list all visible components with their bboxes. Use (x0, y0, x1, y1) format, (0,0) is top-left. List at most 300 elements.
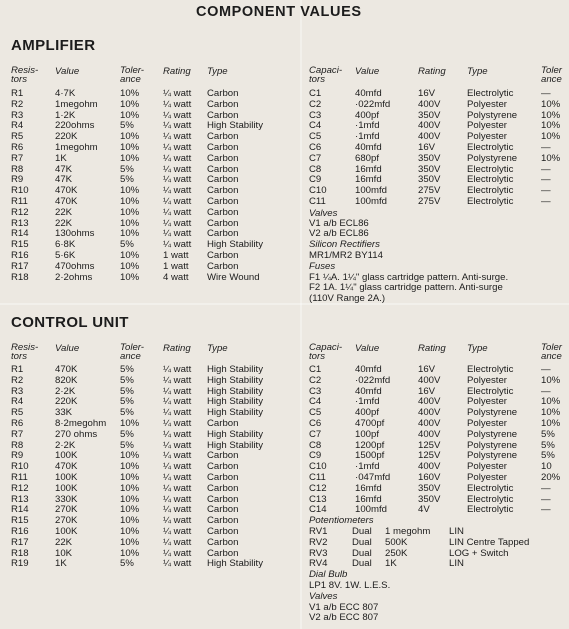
capacitor-cell: — (541, 482, 551, 494)
capacitor-cell: 400V (418, 418, 441, 429)
capacitor-cell: Polyester (467, 131, 507, 143)
resistor-cell: 5% (120, 407, 134, 419)
resistor-cell: 10% (120, 504, 140, 516)
resistor-cell: R4 (11, 396, 24, 408)
capacitor-header: Type (467, 343, 488, 354)
capacitor-cell: ·1mfd (355, 461, 380, 473)
resistor-cell: ¼ watt (163, 364, 192, 375)
resistor-cell: 470ohms (55, 260, 95, 272)
capacitor-cell: 680pf (355, 152, 380, 164)
capacitor-cell: C1 (309, 364, 322, 375)
capacitor-cell: ·1mfd (355, 396, 380, 408)
capacitor-cell: — (541, 385, 551, 397)
resistor-cell: R13 (11, 493, 29, 505)
capacitor-header: Type (467, 66, 488, 77)
capacitor-cell: 40mfd (355, 142, 382, 153)
resistor-cell: ¼ watt (163, 439, 192, 451)
resistor-cell: 5% (120, 239, 134, 251)
resistor-cell: 5% (120, 396, 134, 408)
capacitor-cell: C7 (309, 152, 322, 164)
resistor-cell: R1 (11, 88, 24, 99)
control-valve-entry: V2 a/b ECC 807 (309, 612, 379, 624)
resistor-cell: 470K (55, 185, 78, 197)
resistor-cell: R12 (11, 482, 29, 494)
resistor-cell: R8 (11, 439, 24, 451)
capacitor-cell: 16mfd (355, 163, 382, 175)
resistor-header: Rating (163, 66, 191, 77)
capacitor-cell: 40mfd (355, 364, 382, 375)
resistor-header: Rating (163, 343, 191, 354)
resistor-cell: Carbon (207, 450, 239, 462)
capacitor-cell: 16V (418, 142, 436, 153)
capacitor-cell: C12 (309, 482, 327, 494)
capacitor-cell: Electrolytic (467, 364, 514, 375)
resistor-cell: 22K (55, 217, 73, 229)
resistor-cell: 10% (120, 131, 140, 143)
resistor-cell: R4 (11, 120, 24, 132)
resistor-cell: 1 watt (163, 250, 189, 261)
capacitor-header: Toler ance (541, 342, 562, 362)
resistor-cell: 10% (120, 493, 140, 505)
resistor-cell: 10% (120, 185, 140, 197)
resistor-header: Toler- ance (120, 342, 144, 362)
resistor-cell: R3 (11, 109, 24, 121)
resistor-cell: Carbon (207, 504, 239, 516)
capacitor-cell: Electrolytic (467, 163, 514, 175)
resistor-cell: 10% (120, 228, 140, 240)
potentiometer-cell: Dual (352, 558, 372, 570)
resistor-header: Resis- tors (11, 342, 39, 362)
resistor-cell: ¼ watt (163, 418, 192, 429)
resistor-cell: 1K (55, 558, 67, 570)
capacitor-cell: 350V (418, 109, 441, 121)
resistor-cell: 10% (120, 461, 140, 473)
resistor-cell: ¼ watt (163, 536, 192, 548)
resistor-cell: Carbon (207, 109, 239, 121)
resistor-cell: Carbon (207, 418, 239, 429)
resistor-cell: R11 (11, 472, 28, 483)
capacitor-cell: C5 (309, 407, 322, 419)
capacitor-cell: C5 (309, 131, 322, 143)
resistor-cell: R16 (11, 250, 29, 261)
resistor-cell: Carbon (207, 228, 239, 240)
capacitor-cell: 20% (541, 472, 561, 483)
resistor-cell: 470K (55, 196, 78, 207)
resistor-cell: 5% (120, 174, 134, 186)
capacitor-cell: 5% (541, 428, 555, 440)
capacitor-cell: Electrolytic (467, 385, 514, 397)
resistor-cell: R9 (11, 450, 24, 462)
capacitor-cell: — (541, 142, 551, 153)
capacitor-cell: ·1mfd (355, 120, 380, 132)
capacitor-cell: C11 (309, 196, 326, 207)
amplifier-heading: AMPLIFIER (11, 37, 96, 54)
resistor-cell: ¼ watt (163, 461, 192, 473)
capacitor-cell: C6 (309, 142, 322, 153)
resistor-cell: Carbon (207, 482, 239, 494)
resistor-header: Resis- tors (11, 65, 39, 85)
resistor-cell: R5 (11, 131, 24, 143)
capacitor-cell: C4 (309, 396, 322, 408)
resistor-cell: 2·2K (55, 439, 76, 451)
capacitor-cell: C2 (309, 98, 322, 110)
resistor-cell: 1megohm (55, 98, 98, 110)
resistor-cell: 10% (120, 152, 140, 164)
capacitor-cell: 400V (418, 131, 441, 143)
capacitor-header: Value (355, 66, 380, 77)
resistor-cell: 10% (120, 142, 140, 153)
resistor-cell: 2·2ohms (55, 271, 93, 283)
resistor-cell: 10% (120, 536, 140, 548)
capacitor-cell: Electrolytic (467, 142, 514, 153)
resistor-cell: ¼ watt (163, 504, 192, 516)
resistor-cell: R6 (11, 418, 24, 429)
resistor-cell: 10% (120, 196, 140, 207)
resistor-cell: ¼ watt (163, 374, 192, 386)
resistor-cell: Carbon (207, 260, 239, 272)
control-unit-heading: CONTROL UNIT (11, 314, 129, 331)
resistor-cell: 330K (55, 493, 78, 505)
resistor-cell: ¼ watt (163, 185, 192, 197)
page-title: COMPONENT VALUES (196, 4, 362, 20)
resistor-cell: 10% (120, 260, 140, 272)
resistor-cell: R9 (11, 174, 24, 186)
capacitor-header: Toler ance (541, 65, 562, 85)
resistor-cell: R18 (11, 547, 29, 559)
resistor-cell: 470K (55, 364, 78, 375)
resistor-cell: R1 (11, 364, 24, 375)
resistor-cell: R13 (11, 217, 29, 229)
capacitor-cell: 16V (418, 364, 436, 375)
capacitor-cell: 16mfd (355, 482, 382, 494)
capacitor-cell: — (541, 185, 551, 197)
resistor-cell: ¼ watt (163, 428, 192, 440)
resistor-cell: 8·2megohm (55, 418, 107, 429)
capacitor-cell: Polystyrene (467, 407, 518, 419)
capacitor-cell: C8 (309, 163, 322, 175)
potentiometers-label: Potentiometers (309, 515, 374, 527)
dial-bulb-label: Dial Bulb (309, 569, 348, 581)
capacitor-cell: Polyester (467, 374, 507, 386)
resistor-cell: Carbon (207, 493, 239, 505)
capacitor-cell: 40mfd (355, 385, 382, 397)
capacitor-cell: 100pf (355, 428, 380, 440)
resistor-cell: R15 (11, 515, 29, 527)
resistor-cell: 220ohms (55, 120, 95, 132)
capacitor-cell: 100mfd (355, 196, 387, 207)
resistor-header: Toler- ance (120, 65, 144, 85)
resistor-cell: 5% (120, 439, 134, 451)
capacitor-cell: 10% (541, 120, 561, 132)
capacitor-header: Capaci- tors (309, 65, 343, 85)
capacitor-cell: 4700pf (355, 418, 385, 429)
potentiometer-cell: Dual (352, 526, 372, 537)
resistor-cell: R3 (11, 385, 24, 397)
resistor-cell: R15 (11, 239, 29, 251)
capacitor-cell: — (541, 493, 551, 505)
resistor-cell: ¼ watt (163, 482, 192, 494)
capacitor-cell: ·022mfd (355, 374, 391, 386)
fuse-entry: (110V Range 2A.) (309, 293, 386, 305)
resistor-cell: 4 watt (163, 271, 189, 283)
resistor-cell: 10% (120, 217, 140, 229)
capacitor-cell: 350V (418, 174, 441, 186)
capacitor-cell: 16V (418, 88, 436, 99)
resistor-cell: R17 (11, 536, 29, 548)
capacitor-cell: 400pf (355, 407, 380, 419)
potentiometer-cell: RV4 (309, 558, 328, 570)
resistor-cell: 4·7K (55, 88, 76, 99)
resistor-cell: ¼ watt (163, 515, 192, 527)
resistor-cell: R7 (11, 152, 24, 164)
capacitor-cell: C9 (309, 174, 322, 186)
capacitor-cell: C7 (309, 428, 322, 440)
capacitor-cell: — (541, 504, 551, 516)
capacitor-cell: Polyester (467, 396, 507, 408)
resistor-cell: ¼ watt (163, 174, 192, 186)
capacitor-cell: 100mfd (355, 504, 387, 516)
capacitor-cell: 400V (418, 396, 441, 408)
control-valve-entry: V1 a/b ECC 807 (309, 601, 379, 613)
resistor-cell: ¼ watt (163, 152, 192, 164)
capacitor-cell: C10 (309, 461, 327, 473)
capacitor-cell: 10% (541, 98, 561, 110)
resistor-cell: Carbon (207, 526, 239, 537)
capacitor-cell: 5% (541, 439, 555, 451)
resistor-header: Value (55, 66, 80, 77)
potentiometer-cell: LOG + Switch (449, 547, 509, 559)
resistor-cell: ¼ watt (163, 206, 192, 218)
resistor-cell: ¼ watt (163, 547, 192, 559)
resistor-cell: R2 (11, 374, 24, 386)
capacitor-cell: 400V (418, 461, 441, 473)
resistor-cell: 10% (120, 482, 140, 494)
resistor-cell: 5% (120, 385, 134, 397)
capacitor-cell: Polystyrene (467, 428, 518, 440)
resistor-cell: ¼ watt (163, 88, 192, 99)
resistor-cell: ¼ watt (163, 472, 192, 483)
capacitor-cell: Polystyrene (467, 450, 518, 462)
resistor-cell: Carbon (207, 163, 239, 175)
resistor-cell: 22K (55, 206, 73, 218)
resistor-cell: 220K (55, 131, 78, 143)
capacitor-cell: 10% (541, 109, 561, 121)
capacitor-cell: — (541, 364, 551, 375)
resistor-cell: 100K (55, 526, 78, 537)
resistor-cell: 10% (120, 515, 140, 527)
resistor-cell: 10% (120, 418, 140, 429)
resistor-cell: R11 (11, 196, 28, 207)
fuse-entry: F2 1A. 1¼" glass cartridge pattern. Anti-surge (309, 282, 503, 294)
resistor-cell: 5% (120, 120, 134, 132)
resistor-cell: R5 (11, 407, 24, 419)
resistor-cell: 6·8K (55, 239, 76, 251)
resistor-cell: High Stability (207, 385, 263, 397)
resistor-cell: 10K (55, 547, 73, 559)
capacitor-cell: C10 (309, 185, 327, 197)
resistor-cell: 10% (120, 98, 140, 110)
capacitor-cell: 350V (418, 163, 441, 175)
resistor-cell: 10% (120, 450, 140, 462)
capacitor-cell: 400V (418, 428, 441, 440)
resistor-cell: R8 (11, 163, 24, 175)
resistor-cell: ¼ watt (163, 131, 192, 143)
dial-bulb-entry: LP1 8V. 1W. L.E.S. (309, 580, 391, 591)
capacitor-cell: Electrolytic (467, 482, 514, 494)
resistor-cell: 100K (55, 472, 78, 483)
resistor-cell: High Stability (207, 364, 263, 375)
resistor-cell: Carbon (207, 131, 239, 143)
resistor-cell: 5% (120, 428, 134, 440)
resistor-cell: R2 (11, 98, 24, 110)
control-valves-label: Valves (309, 590, 338, 602)
resistor-cell: R17 (11, 260, 29, 272)
resistor-cell: ¼ watt (163, 163, 192, 175)
capacitor-cell: 16V (418, 385, 436, 397)
resistor-cell: 10% (120, 271, 140, 283)
resistor-cell: Carbon (207, 206, 239, 218)
resistor-cell: High Stability (207, 396, 263, 408)
resistor-cell: R19 (11, 558, 29, 570)
resistor-cell: Carbon (207, 142, 239, 153)
potentiometer-cell: LIN Centre Tapped (449, 536, 530, 548)
resistor-cell: ¼ watt (163, 98, 192, 110)
capacitor-header: Rating (418, 66, 446, 77)
resistor-cell: ¼ watt (163, 196, 192, 207)
resistor-cell: High Stability (207, 239, 263, 251)
resistor-cell: 270K (55, 504, 78, 516)
resistor-cell: High Stability (207, 558, 263, 570)
resistor-cell: High Stability (207, 407, 263, 419)
capacitor-cell: 1500pf (355, 450, 385, 462)
capacitor-cell: Electrolytic (467, 196, 514, 207)
fuses-label: Fuses (309, 260, 336, 272)
capacitor-cell: ·1mfd (355, 131, 380, 143)
resistor-cell: 1K (55, 152, 67, 164)
resistor-cell: 22K (55, 536, 73, 548)
resistor-cell: 10% (120, 206, 140, 218)
capacitor-cell: 10% (541, 396, 561, 408)
resistor-cell: 10% (120, 526, 140, 537)
resistor-cell: High Stability (207, 439, 263, 451)
resistor-cell: R10 (11, 185, 29, 197)
resistor-cell: R6 (11, 142, 24, 153)
capacitor-cell: 40mfd (355, 88, 382, 99)
capacitor-cell: Polyester (467, 418, 507, 429)
resistor-cell: R7 (11, 428, 24, 440)
resistor-cell: Carbon (207, 98, 239, 110)
resistor-cell: 5% (120, 364, 134, 375)
resistor-cell: Carbon (207, 461, 239, 473)
capacitor-cell: 350V (418, 482, 441, 494)
capacitor-cell: — (541, 88, 551, 99)
potentiometer-cell: RV3 (309, 547, 328, 559)
capacitor-cell: ·047mfd (355, 472, 391, 483)
capacitor-cell: 125V (418, 450, 441, 462)
capacitor-cell: C2 (309, 374, 322, 386)
resistor-cell: ¼ watt (163, 493, 192, 505)
capacitor-cell: C13 (309, 493, 327, 505)
capacitor-cell: Electrolytic (467, 185, 514, 197)
resistor-cell: Carbon (207, 196, 239, 207)
potentiometer-cell: Dual (352, 547, 372, 559)
resistor-cell: 100K (55, 482, 78, 494)
capacitor-header: Rating (418, 343, 446, 354)
potentiometer-cell: 500K (385, 536, 408, 548)
capacitor-cell: 160V (418, 472, 441, 483)
capacitor-cell: 16mfd (355, 174, 382, 186)
resistor-cell: 33K (55, 407, 73, 419)
resistor-cell: R18 (11, 271, 29, 283)
capacitor-cell: Polystyrene (467, 439, 518, 451)
capacitor-cell: 125V (418, 439, 441, 451)
resistor-cell: ¼ watt (163, 526, 192, 537)
resistor-cell: R10 (11, 461, 29, 473)
capacitor-cell: 10% (541, 407, 561, 419)
capacitor-cell: — (541, 163, 551, 175)
resistor-header: Value (55, 343, 80, 354)
valve-entry: V1 a/b ECL86 (309, 217, 369, 229)
capacitor-cell: Electrolytic (467, 493, 514, 505)
capacitor-cell: 16mfd (355, 493, 382, 505)
resistor-cell: Carbon (207, 185, 239, 197)
resistor-cell: 47K (55, 174, 73, 186)
capacitor-cell: Polyester (467, 98, 507, 110)
resistor-cell: 270 ohms (55, 428, 98, 440)
resistor-cell: High Stability (207, 428, 263, 440)
capacitor-cell: Polyester (467, 472, 507, 483)
resistor-header: Type (207, 66, 228, 77)
capacitor-cell: 400V (418, 374, 441, 386)
capacitor-cell: 4V (418, 504, 430, 516)
resistor-cell: ¼ watt (163, 239, 192, 251)
resistor-cell: Carbon (207, 547, 239, 559)
resistor-cell: 1·2K (55, 109, 76, 121)
resistor-cell: R14 (11, 504, 29, 516)
resistor-cell: 100K (55, 450, 78, 462)
resistor-cell: 5% (120, 163, 134, 175)
potentiometer-cell: LIN (449, 526, 464, 537)
resistor-cell: ¼ watt (163, 109, 192, 121)
paper-fold (0, 303, 569, 305)
resistor-cell: 5% (120, 558, 134, 570)
rectifier-entry: MR1/MR2 BY114 (309, 250, 383, 261)
resistor-cell: R12 (11, 206, 29, 218)
resistor-cell: 5·6K (55, 250, 76, 261)
paper-fold-vertical (300, 0, 302, 629)
resistor-cell: 2·2K (55, 385, 76, 397)
resistor-cell: Carbon (207, 88, 239, 99)
resistor-cell: 820K (55, 374, 78, 386)
capacitor-cell: 1200pf (355, 439, 385, 451)
resistor-cell: Carbon (207, 152, 239, 164)
resistor-cell: Wire Wound (207, 271, 260, 283)
capacitor-cell: 100mfd (355, 185, 387, 197)
capacitor-cell: Electrolytic (467, 174, 514, 186)
resistor-cell: ¼ watt (163, 228, 192, 240)
resistor-cell: ¼ watt (163, 558, 192, 570)
resistor-cell: Carbon (207, 536, 239, 548)
resistor-cell: ¼ watt (163, 120, 192, 132)
resistor-cell: ¼ watt (163, 217, 192, 229)
capacitor-cell: C6 (309, 418, 322, 429)
potentiometer-cell: LIN (449, 558, 464, 570)
resistor-cell: Carbon (207, 217, 239, 229)
resistor-cell: 1megohm (55, 142, 98, 153)
capacitor-cell: 350V (418, 152, 441, 164)
capacitor-cell: — (541, 174, 551, 186)
resistor-cell: Carbon (207, 472, 239, 483)
